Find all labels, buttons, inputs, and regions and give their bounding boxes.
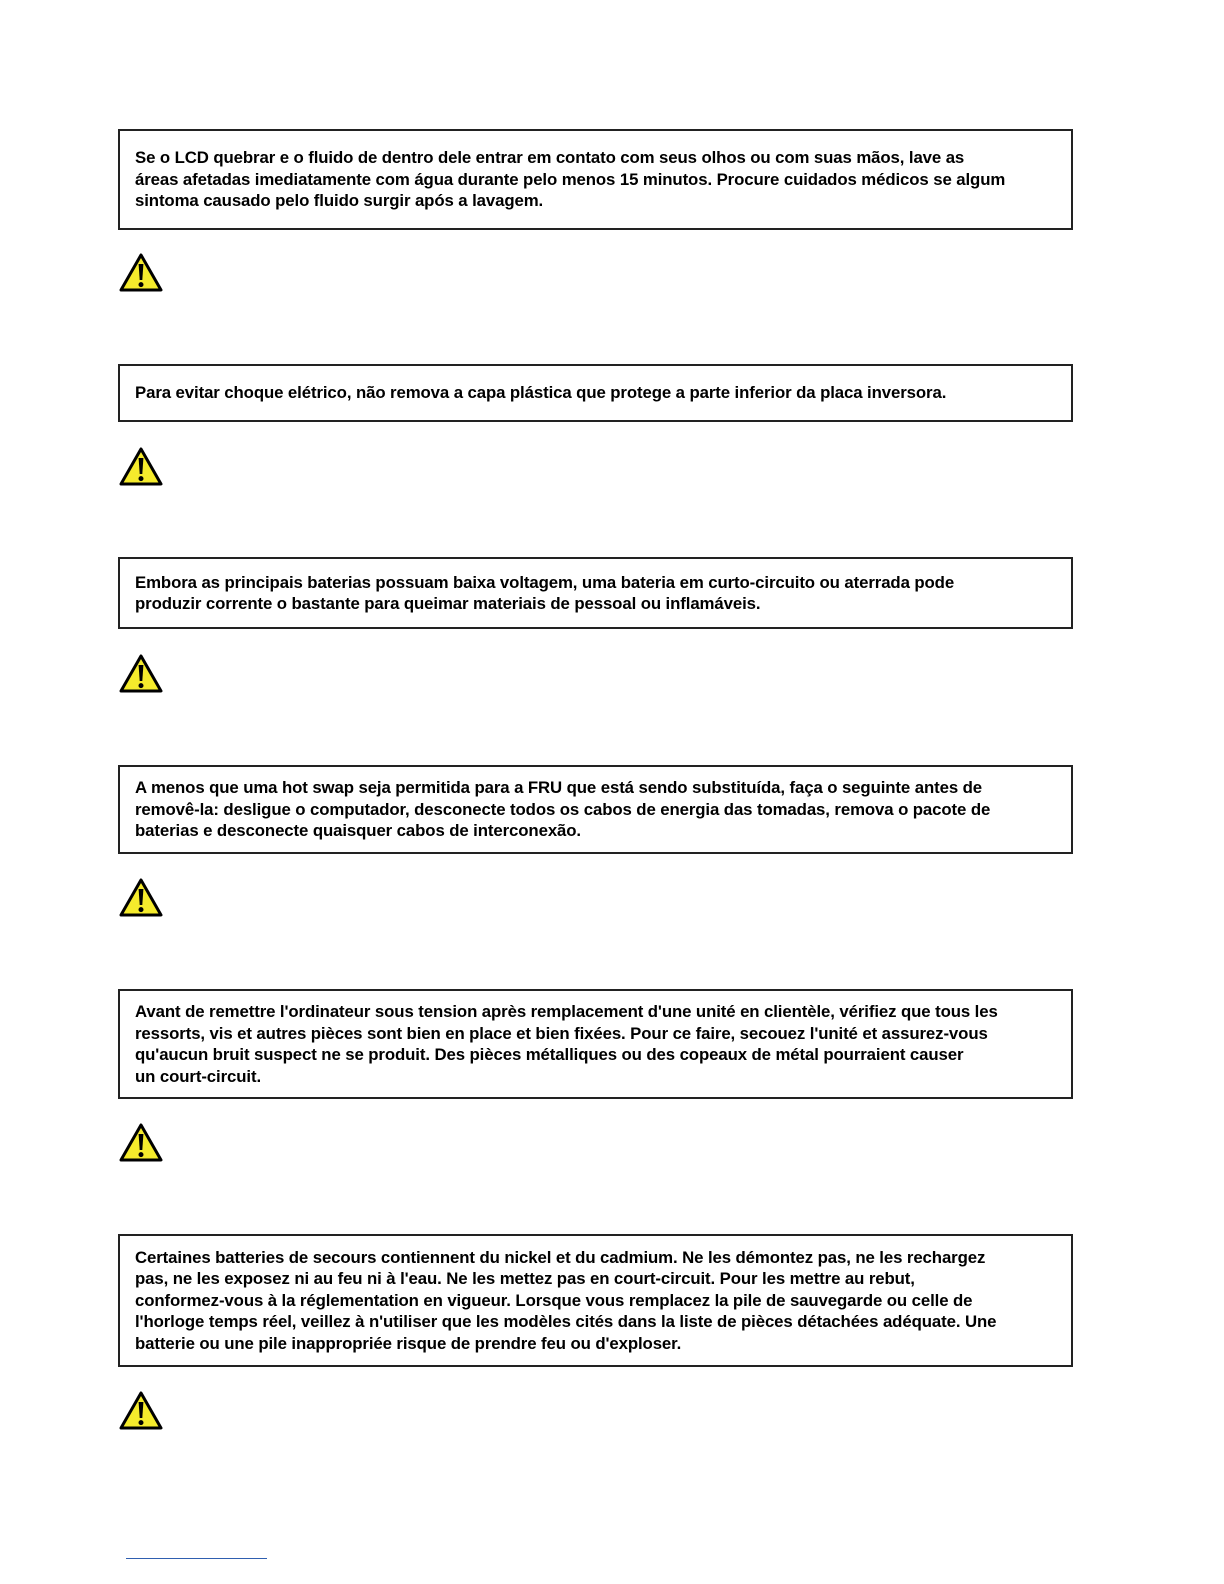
notice-box-backup-batteries-fr (118, 1234, 1073, 1367)
notice-text: Avant de remettre l'ordinateur sous tension après remplacement d'une unité en clientèle, vérifiez que tous les ressorts, vis et autres pièces sont bien en place et bien fixées. Pour ce faire, secouez l'unité et assurez-vous qu'aucun bruit suspect ne se produit. Des pièces métalliques ou des copeaux de métal pourraient causer un court-circuit. (135, 1002, 998, 1086)
notice-box-lcd-fluid (118, 129, 1073, 230)
footer-rule (126, 1558, 267, 1559)
warning-triangle-icon (118, 877, 164, 919)
warning-triangle-icon (118, 1122, 164, 1164)
warning-triangle-icon (118, 653, 164, 695)
notice-box-hot-swap (118, 765, 1073, 854)
warning-triangle-icon (118, 1390, 164, 1432)
notice-text: Embora as principais baterias possuam baixa voltagem, uma bateria em curto-circuito ou aterrada pode produzir corrente o bastante para queimar materiais de pessoal ou inflamáveis. (135, 572, 955, 613)
notice-box-battery-short (118, 557, 1073, 629)
notice-text: Para evitar choque elétrico, não remova a capa plástica que protege a parte inferior da placa inversora. (135, 383, 947, 403)
notice-text: Se o LCD quebrar e o fluido de dentro dele entrar em contato com seus olhos ou com suas mãos, lave as áreas afetadas imediatamente com água durante pelo menos 15 minutos. Procure cuidados médicos se algum sintoma causado pelo fluido surgir após a lavagem. (135, 148, 1006, 211)
notice-box-reassembly-fr (118, 989, 1073, 1099)
notice-text: A menos que uma hot swap seja permitida para a FRU que está sendo substituída, faça o seguinte antes de removê-la: desligue o computador, desconecte todos os cabos de energia das tomadas, remova o pacote de baterias e desconecte quaisquer cabos de interconexão. (135, 778, 991, 841)
notice-box-electric-shock (118, 364, 1073, 422)
warning-triangle-icon (118, 252, 164, 294)
warning-triangle-icon (118, 446, 164, 488)
notice-text: Certaines batteries de secours contiennent du nickel et du cadmium. Ne les démontez pas, ne les rechargez pas, ne les exposez ni au feu ni à l'eau. Ne les mettez pas en court-circuit. Pour les mettre au rebut, conformez-vous à la réglementation en vigueur. Lorsque vous remplacez la pile de sauvegarde ou celle de l'horloge temps réel, veillez à n'utiliser que les modèles cités dans la liste de pièces détachées adéquate. Une batterie ou une pile inappropriée risque de prendre feu ou d'exploser. (135, 1247, 997, 1353)
